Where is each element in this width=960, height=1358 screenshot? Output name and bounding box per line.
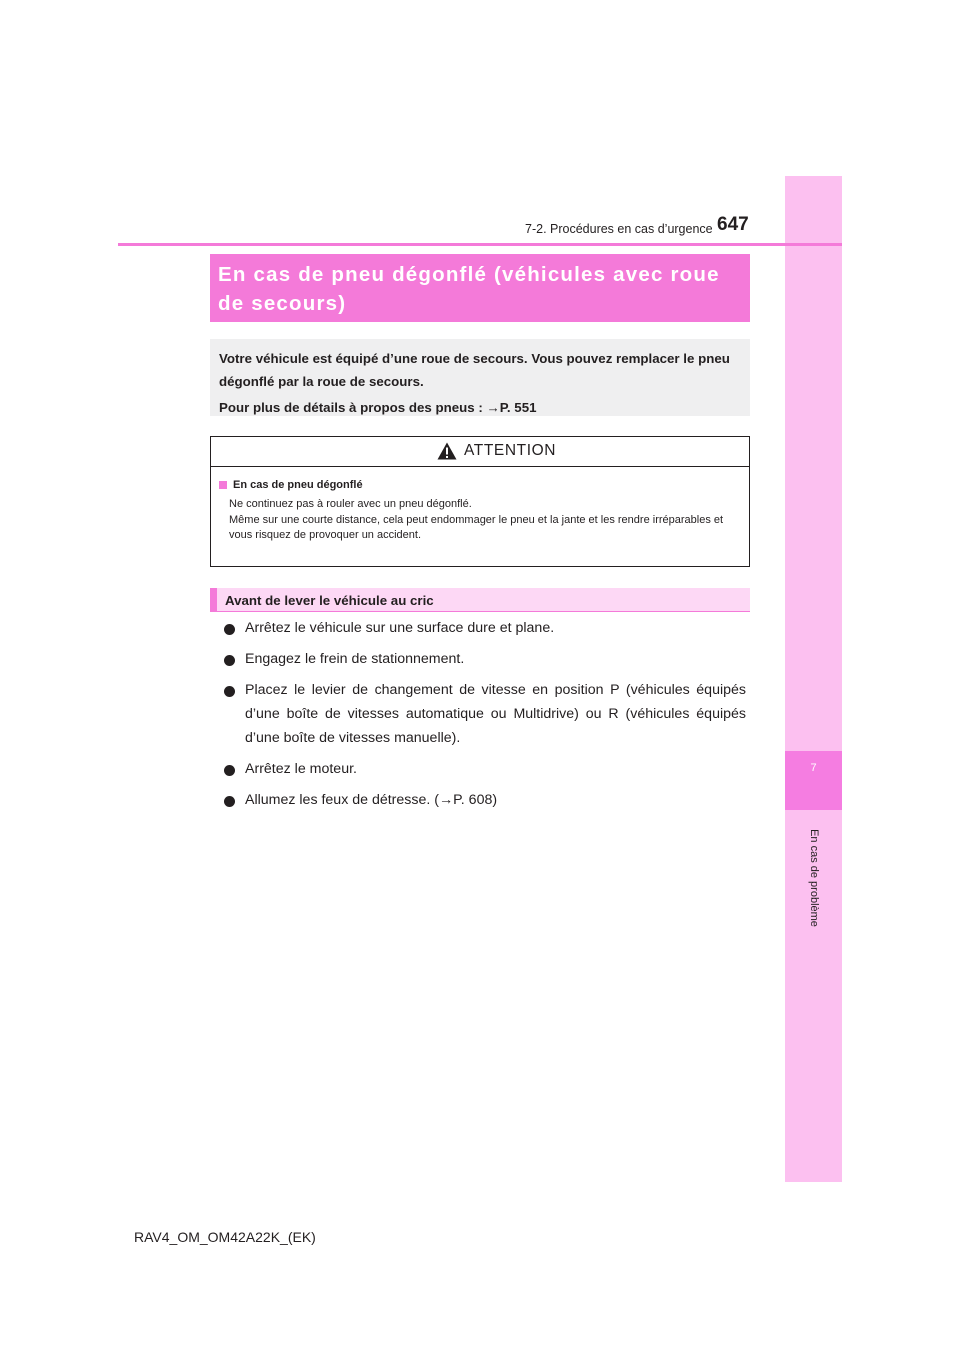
chapter-side-tab [785, 176, 842, 1182]
list-item-text: Arrêtez le moteur. [245, 761, 357, 778]
section-heading-text: Avant de lever le véhicule au cric [225, 593, 434, 608]
instruction-list [224, 617, 746, 820]
section-label: 7-2. Procédures en cas d’urgence [525, 222, 713, 236]
header-divider [118, 243, 842, 246]
document-code: RAV4_OM_OM42A22K_(EK) [134, 1229, 316, 1245]
attention-title: ATTENTION [464, 442, 557, 459]
bullet-dot-icon [224, 686, 235, 697]
attention-box [210, 436, 750, 567]
section-heading-rule [210, 611, 750, 612]
list-item [224, 617, 746, 641]
attention-text-2: Même sur une courte distance, cela peut endommager le pneu et la jante et les rendre irréparables et vous risquez de provoquer un accident. [229, 513, 724, 541]
intro-reference: Pour plus de détails à propos des pneus : →P. 551 [219, 400, 537, 415]
bullet-dot-icon [224, 624, 235, 635]
intro-text: Votre véhicule est équipé d’une roue de secours. Vous pouvez remplacer le pneu dégonflé par la roue de secours. [219, 351, 730, 389]
attention-text-1: Ne continuez pas à rouler avec un pneu dégonflé. [229, 498, 472, 510]
list-item [224, 789, 746, 813]
intro-box [210, 339, 750, 416]
attention-header [211, 437, 749, 467]
attention-subheading [219, 477, 741, 493]
chapter-title: En cas de problème [808, 829, 820, 927]
list-item-text: Arrêtez le véhicule sur une surface dure et plane. [245, 620, 555, 636]
list-item [224, 758, 746, 782]
warning-triangle-icon [437, 442, 457, 460]
attention-subheading-text: En cas de pneu dégonflé [233, 479, 363, 491]
list-item-text: Engagez le frein de stationnement. [245, 651, 465, 668]
list-item-text: Allumez les feux de détresse. (→P. 608) [245, 792, 498, 809]
title-banner [210, 254, 750, 322]
bullet-dot-icon [224, 765, 235, 776]
list-item [224, 679, 746, 750]
attention-body [211, 467, 749, 544]
chapter-number: 7 [810, 762, 817, 774]
page-number: 647 [717, 214, 749, 235]
section-heading [210, 588, 750, 612]
list-item-text: Placez le levier de changement de vitesse en position P (véhicules équipés d’une boîte de vitesses automatique ou Multidrive) ou R (véhicules équipés d’une boîte de vitesses manuelle). [245, 682, 746, 746]
chapter-tab-active[interactable] [785, 751, 842, 810]
square-bullet-icon [219, 481, 227, 489]
page-title: En cas de pneu dégonflé (véhicules avec roue de secours) [218, 263, 720, 315]
bullet-dot-icon [224, 655, 235, 666]
bullet-dot-icon [224, 796, 235, 807]
list-item [224, 648, 746, 672]
